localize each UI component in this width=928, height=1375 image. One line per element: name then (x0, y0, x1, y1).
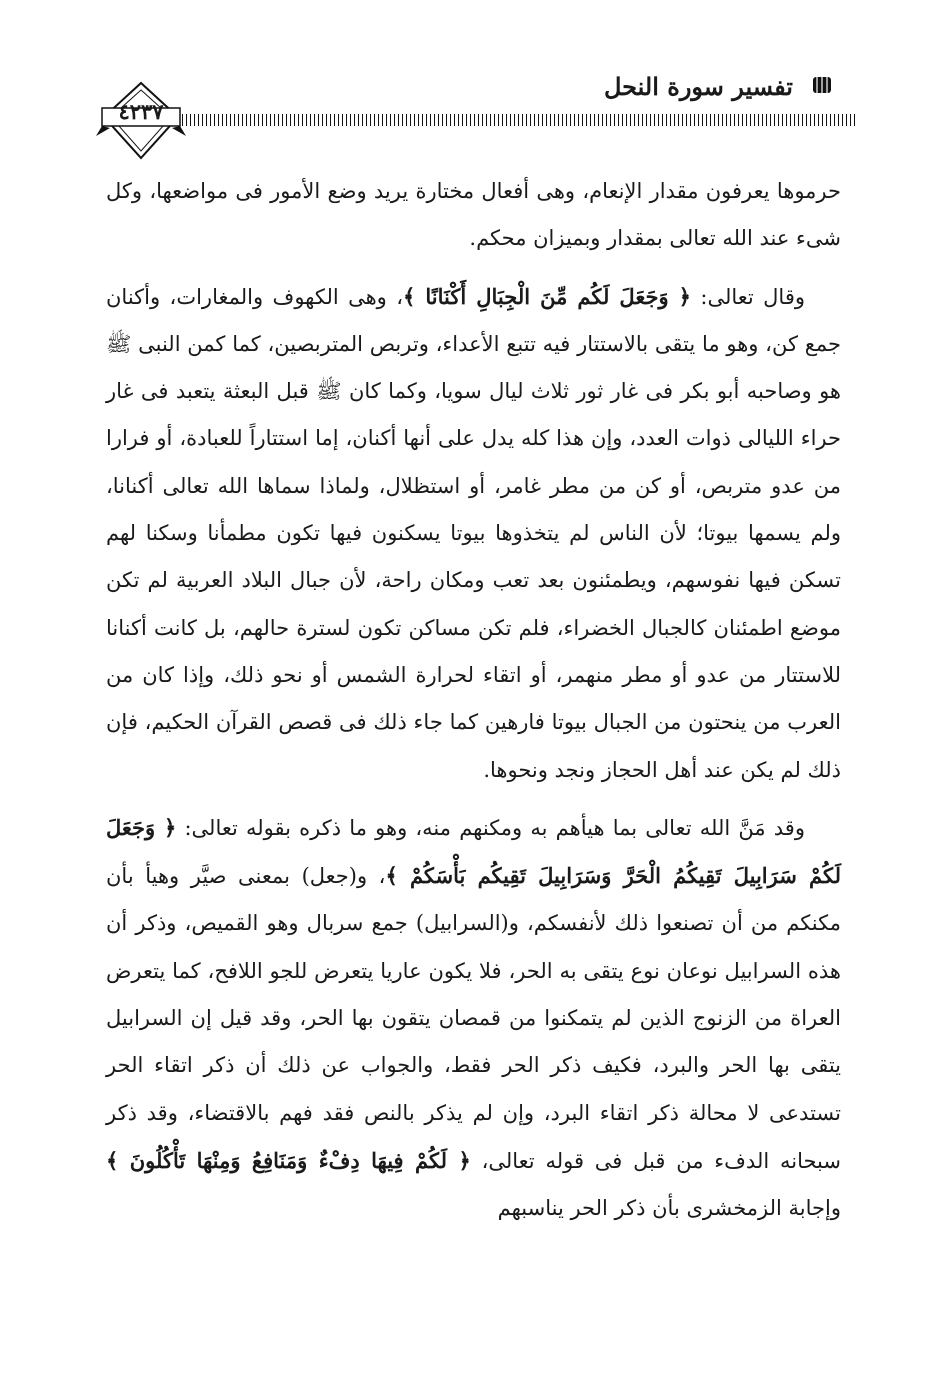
paragraph-2-body: ، وهى الكهوف والمغارات، وأكنان جمع كن، وهو ما يتقى بالاستتار فيه تتبع الأعداء، وتربص المتربصين، كما كمن النبى ﷺ هو وصاحبه أبو بكر فى غار ثور ثلاث ليال سويا، وكما كان ﷺ قبل البعثة يتعبد فى غار حراء الليالى ذوات العدد، وإن هذا كله يدل على أنها أكنان، إما استتاراً للعبادة، أو فرارا من عدو متربص، أو كن من مطر غامر، أو استظلال، ولماذا سماها الله تعالى أكنانا، ولم يسمها بيوتا؛ لأن الناس لم يتخذوها بيوتا يسكنون فيها تكون مطمأنا وسكنا لهم تسكن فيها نفوسهم، ويطمئنون بعد تعب ومكان راحة، لأن جبال البلاد العربية لم تكن موضع اطمئنان كالجبال الخضراء، فلم تكن مساكن تكون لسترة حالهم، بل كانت أكنانا للاستتار من عدو أو مطر منهمر، أو اتقاء لحرارة الشمس أو نحو ذلك، وإذا كان من العرب من ينحتون من الجبال بيوتا فارهين كما جاء ذلك فى قصص القرآن الحكيم، فإن ذلك لم يكن عند أهل الحجاز ونجد ونحوها. (106, 284, 841, 782)
paragraph-3-intro: وقد مَنَّ الله تعالى بما هيأهم به ومكنهم منه، وهو ما ذكره بقوله تعالى: (176, 815, 805, 840)
quran-verse-mountains: ﴿ وَجَعَلَ لَكُم مِّنَ الْجِبَالِ أَكْنَانًا ﴾ (403, 283, 691, 309)
ornament-icon (811, 74, 833, 96)
paragraph-3-body: ، و(جعل) بمعنى صيَّر وهيأ بأن مكنكم من أن تصنعوا ذلك لأنفسكم، و(السرابيل) جمع سربال وهو القميص، وذكر أن هذه السرابيل نوعان نوع يتقى به الحر، فلا يكون عاريا يتعرض للجو اللافح، كما يتعرض العراة من الزنوج الذين لم يتمكنوا من قمصان يتقون بها الحر، وقد قيل إن السرابيل يتقى بها الحر والبرد، فكيف ذكر الحر فقط، والجواب عن ذلك أن ذكر اتقاء الحر تستدعى لا محالة ذكر اتقاء البرد، وإن لم يذكر بالنص فقد فهم بالاقتضاء، وقد ذكر سبحانه الدفء من قبل فى قوله تعالى، (106, 864, 841, 1173)
body-text (106, 168, 841, 1233)
paragraph-2 (106, 273, 841, 794)
page-number: ٤٢٣٧ (118, 99, 164, 124)
paragraph-2-intro: وقال تعالى: (690, 284, 806, 309)
paragraph-3-end: وإجابة الزمخشرى بأن ذكر الحر يناسبهم (497, 1196, 841, 1221)
header-rule (178, 114, 856, 126)
page-header (0, 0, 928, 170)
paragraph-3 (106, 804, 841, 1233)
paragraph-1: حرموها يعرفون مقدار الإنعام، وهى أفعال مختارة يريد وضع الأمور فى مواضعها، وكل شىء عند الله تعالى بمقدار وبميزان محكم. (106, 179, 841, 251)
running-title: تفسير سورة النحل (604, 72, 793, 101)
quran-verse-warmth: ﴿ لَكُمْ فِيهَا دِفْءٌ وَمَنَافِعُ وَمِنْهَا تَأْكُلُونَ ﴾ (106, 1147, 471, 1173)
quran-verse-garments: ﴿ وَجَعَلَ لَكُمْ سَرَابِيلَ تَقِيكُمُ الْحَرَّ وَسَرَابِيلَ تَقِيكُم بَأْسَكُمْ ﴾ (106, 814, 841, 889)
